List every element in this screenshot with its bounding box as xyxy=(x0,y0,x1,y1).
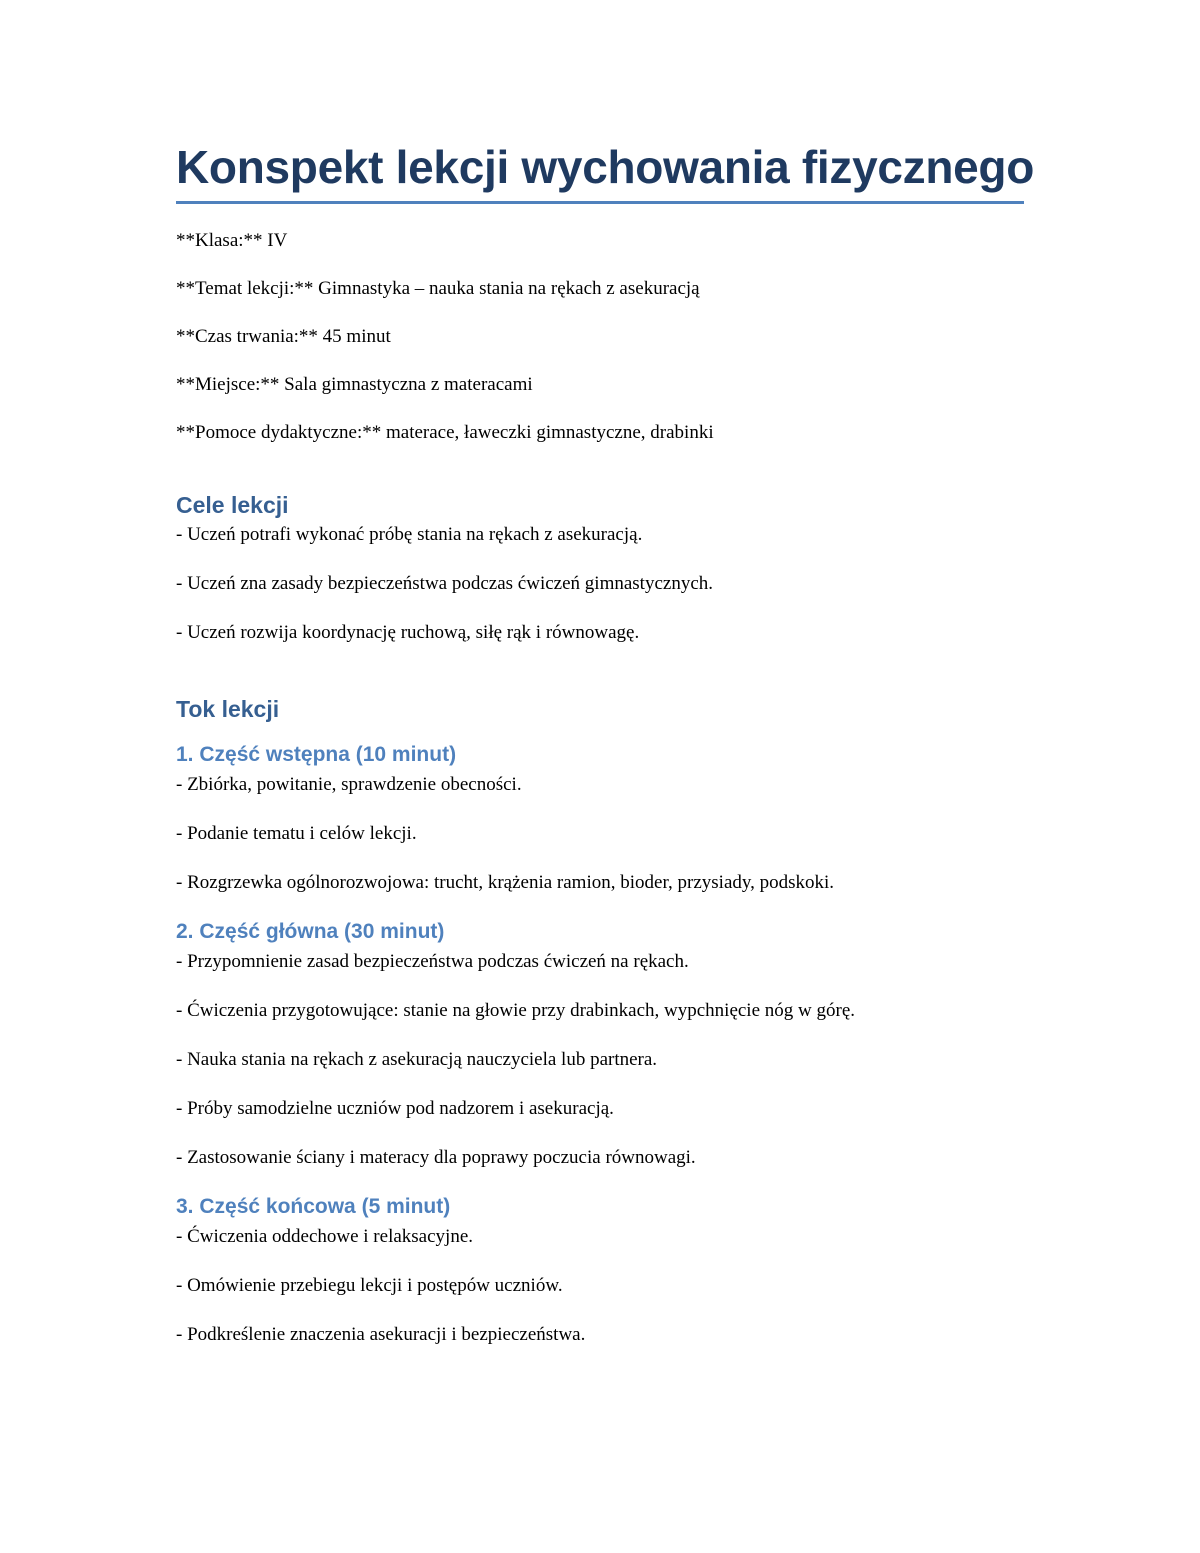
part-item: - Podkreślenie znaczenia asekuracji i bezpieczeństwa. xyxy=(176,1324,586,1346)
meta-aids: **Pomoce dydaktyczne:** materace, ławeczki gimnastyczne, drabinki xyxy=(176,422,714,444)
part-final xyxy=(176,1192,1024,1348)
document-title: Konspekt lekcji wychowania fizycznego xyxy=(176,141,1035,193)
meta-class: **Klasa:** IV xyxy=(176,230,288,252)
title-underline xyxy=(176,201,1024,204)
part-item: - Omówienie przebiegu lekcji i postępów uczniów. xyxy=(176,1275,563,1297)
section-goals xyxy=(176,490,1024,646)
part-item: - Ćwiczenia przygotowujące: stanie na głowie przy drabinkach, wypchnięcie nóg w górę. xyxy=(176,1000,855,1022)
part-item: - Próby samodzielne uczniów pod nadzorem i asekuracją. xyxy=(176,1098,614,1120)
part-heading: 1. Część wstępna (10 minut) xyxy=(176,743,457,767)
part-item: - Ćwiczenia oddechowe i relaksacyjne. xyxy=(176,1226,474,1248)
part-item: - Podanie tematu i celów lekcji. xyxy=(176,823,417,845)
part-main xyxy=(176,917,1024,1171)
meta-topic: **Temat lekcji:** Gimnastyka – nauka stania na rękach z asekuracją xyxy=(176,278,700,300)
goal-item: - Uczeń rozwija koordynację ruchową, siłę rąk i równowagę. xyxy=(176,622,640,644)
meta-duration: **Czas trwania:** 45 minut xyxy=(176,326,391,348)
lesson-metadata xyxy=(176,228,1024,446)
part-item: - Przypomnienie zasad bezpieczeństwa podczas ćwiczeń na rękach. xyxy=(176,951,689,973)
part-item: - Nauka stania na rękach z asekuracją nauczyciela lub partnera. xyxy=(176,1049,658,1071)
part-item: - Zbiórka, powitanie, sprawdzenie obecności. xyxy=(176,774,522,796)
document-body xyxy=(176,140,1035,1371)
lesson-flow-heading: Tok lekcji xyxy=(176,696,280,723)
part-introductory xyxy=(176,740,1024,896)
part-item: - Zastosowanie ściany i materacy dla poprawy poczucia równowagi. xyxy=(176,1147,696,1169)
part-heading: 3. Część końcowa (5 minut) xyxy=(176,1195,451,1219)
goals-heading: Cele lekcji xyxy=(176,492,289,519)
goal-item: - Uczeń zna zasady bezpieczeństwa podczas ćwiczeń gimnastycznych. xyxy=(176,573,714,595)
meta-place: **Miejsce:** Sala gimnastyczna z materacami xyxy=(176,374,533,396)
section-lesson-flow xyxy=(176,694,1024,1348)
part-item: - Rozgrzewka ogólnorozwojowa: trucht, krążenia ramion, bioder, przysiady, podskoki. xyxy=(176,872,835,894)
goal-item: - Uczeń potrafi wykonać próbę stania na rękach z asekuracją. xyxy=(176,524,643,546)
part-heading: 2. Część główna (30 minut) xyxy=(176,920,445,944)
